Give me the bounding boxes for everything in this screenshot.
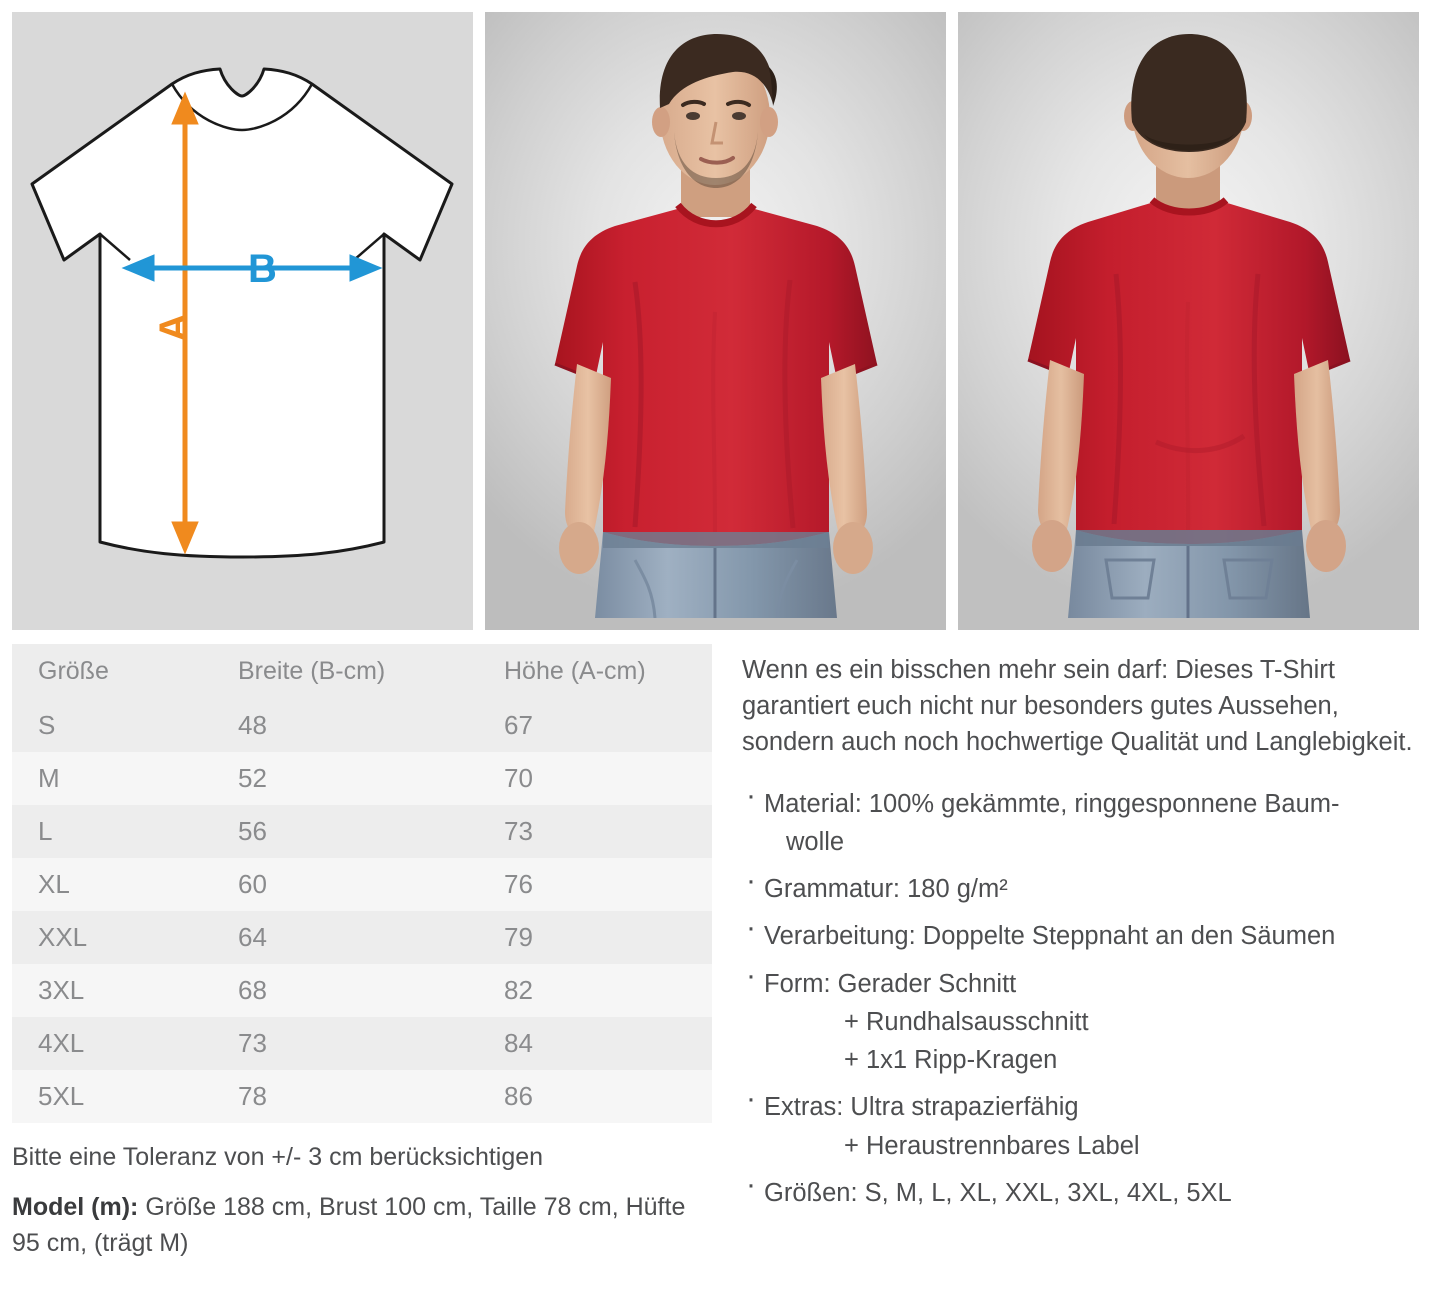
cell-height: 70 [478,752,712,805]
spec-text: Form: Gerader Schnitt [764,969,1017,998]
details-section [0,630,1435,1261]
cell-width: 73 [212,1017,478,1070]
spec-sub: + Rundhalsausschnitt [844,1007,1089,1036]
cell-height: 82 [478,964,712,1017]
cell-width: 64 [212,911,478,964]
product-image-row [0,0,1435,630]
cell-size: 3XL [12,964,212,1017]
table-row [12,1070,712,1123]
spec-sub: + Heraustrennbares Label [844,1131,1140,1160]
table-row [12,911,712,964]
height-label: A [152,313,196,342]
table-row [12,805,712,858]
cell-height: 86 [478,1070,712,1123]
list-item [742,965,1422,1080]
list-item [742,1088,1422,1165]
spec-text: Extras: Ultra strapazierfähig [764,1093,1079,1122]
cell-size: 4XL [12,1017,212,1070]
list-item [742,785,1422,862]
cell-size: XL [12,858,212,911]
model-front-photo [485,12,946,630]
model-info [12,1189,712,1262]
cell-width: 52 [212,752,478,805]
model-back-photo [958,12,1419,630]
header-size: Größe [12,644,212,699]
table-header-row [12,644,712,699]
cell-height: 67 [478,699,712,752]
model-back-illustration [958,12,1419,618]
list-item [742,1174,1422,1212]
cell-width: 48 [212,699,478,752]
cell-height: 76 [478,858,712,911]
list-item [742,917,1422,955]
cell-size: XXL [12,911,212,964]
cell-height: 79 [478,911,712,964]
table-row [12,752,712,805]
spec-text: Größen: S, M, L, XL, XXL, 3XL, 4XL, 5XL [764,1178,1232,1207]
spec-text: Grammatur: 180 g/m² [764,875,1008,904]
spec-list [742,785,1422,1213]
header-width: Breite (B-cm) [212,644,478,699]
cell-size: S [12,699,212,752]
width-label: B [248,247,277,291]
description-column [742,644,1422,1261]
measurement-diagram-cell [12,12,473,630]
cell-width: 60 [212,858,478,911]
spec-sub: + 1x1 Ripp-Kragen [844,1046,1058,1075]
list-item [742,870,1422,908]
spec-text: Verarbeitung: Doppelte Steppnaht an den Säumen [764,922,1336,951]
table-row [12,964,712,1017]
table-row [12,699,712,752]
tshirt-measure-diagram [12,12,473,618]
cell-width: 56 [212,805,478,858]
model-front-illustration [485,12,946,618]
cell-width: 78 [212,1070,478,1123]
table-row [12,1017,712,1070]
product-intro: Wenn es ein bisschen mehr sein darf: Dieses T-Shirt garantiert euch nicht nur besonders gutes Aussehen, sondern auch noch hochwertige Qualität und Langlebigkeit. [742,656,1413,757]
size-table [12,644,712,1123]
tolerance-note: Bitte eine Toleranz von +/- 3 cm berücksichtigen [12,1143,544,1171]
cell-size: M [12,752,212,805]
header-height: Höhe (A-cm) [478,644,712,699]
table-row [12,858,712,911]
cell-size: L [12,805,212,858]
spec-text-cont: wolle [786,827,845,856]
cell-size: 5XL [12,1070,212,1123]
model-label: Model (m): [12,1192,139,1221]
cell-height: 84 [478,1017,712,1070]
spec-text: Material: 100% gekämmte, ringgesponnene Baum- [764,789,1340,818]
size-table-column [12,644,712,1261]
cell-width: 68 [212,964,478,1017]
model-measurements: Größe 188 cm, Brust 100 cm, Taille 78 cm, Hüfte 95 cm, (trägt M) [12,1192,686,1257]
cell-height: 73 [478,805,712,858]
